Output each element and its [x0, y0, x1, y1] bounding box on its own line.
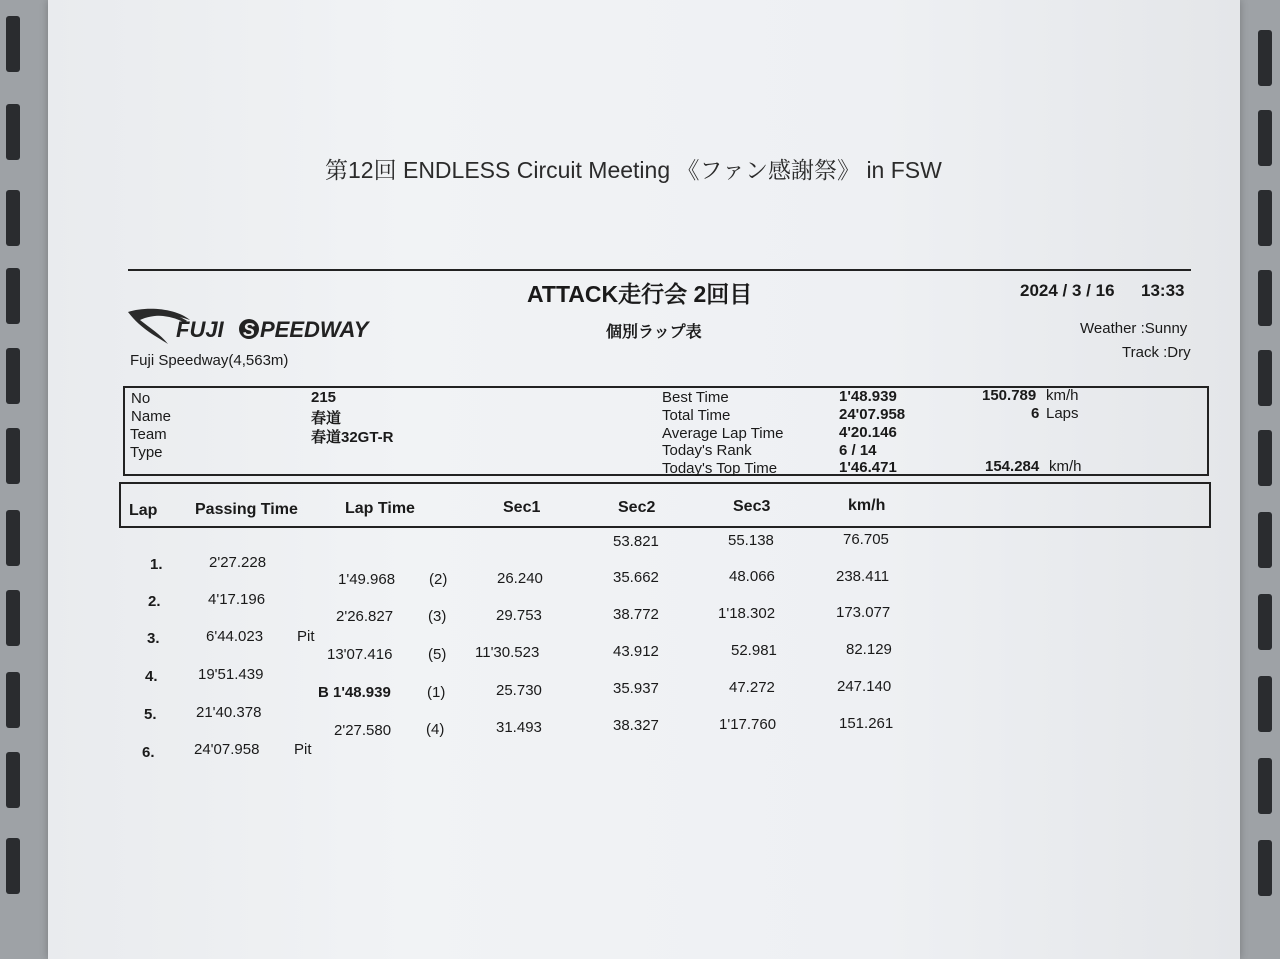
- top-speed-unit: km/h: [1049, 458, 1082, 475]
- crate-bar: [1258, 270, 1272, 326]
- crate-bar: [6, 16, 20, 72]
- pit-marker: Pit: [294, 741, 312, 758]
- session-title: ATTACK走行会 2回目: [527, 281, 753, 307]
- kmh-value: 76.705: [843, 531, 889, 548]
- col-passing-time: Passing Time: [195, 501, 298, 518]
- best-speed-unit: km/h: [1046, 387, 1079, 404]
- sec2-value: 35.937: [613, 680, 659, 697]
- lap-count-unit: Laps: [1046, 405, 1079, 422]
- circuit-name: Fuji Speedway(4,563m): [130, 352, 289, 369]
- avg-lap-label: Average Lap Time: [662, 425, 784, 442]
- type-label: Type: [130, 444, 163, 461]
- driver-name: 春道: [311, 410, 342, 427]
- sec2-value: 53.821: [613, 533, 659, 550]
- avg-lap-time: 4'20.146: [839, 424, 897, 441]
- lap-time-value: 2'26.827: [336, 608, 394, 625]
- crate-bar: [6, 590, 20, 646]
- team-label: Team: [130, 426, 167, 443]
- crate-bar: [1258, 350, 1272, 406]
- lap-number: 4.: [145, 668, 158, 685]
- crate-bar: [1258, 758, 1272, 814]
- crate-bar: [6, 428, 20, 484]
- top-speed: 154.284: [985, 458, 1040, 475]
- passing-time: 21'40.378: [196, 704, 262, 721]
- lap-time-value: 2'27.580: [334, 722, 392, 739]
- name-label: Name: [131, 408, 172, 425]
- sec1-value: 31.493: [496, 719, 542, 736]
- sec1-value: 11'30.523: [475, 644, 540, 661]
- sec1-value: 29.753: [496, 607, 542, 624]
- print-date: 2024 / 3 / 16: [1020, 281, 1115, 300]
- event-title: 第12回 ENDLESS Circuit Meeting 《ファン感謝祭》 in FSW: [325, 157, 942, 183]
- svg-text:FUJI: FUJI: [176, 317, 224, 342]
- header-rule: [128, 269, 1191, 271]
- best-time: 1'48.939: [839, 388, 897, 405]
- passing-time: 19'51.439: [198, 666, 264, 683]
- col-lap-time: Lap Time: [345, 500, 415, 517]
- pit-marker: Pit: [297, 628, 315, 645]
- crate-bar: [6, 190, 20, 246]
- car-number: 215: [311, 389, 337, 406]
- sec3-value: 48.066: [729, 568, 775, 585]
- crate-bar: [6, 104, 20, 160]
- track-condition: Track :Dry: [1122, 344, 1191, 361]
- no-label: No: [131, 390, 151, 407]
- col-sec2: Sec2: [618, 499, 656, 516]
- passing-time: 2'27.228: [209, 554, 267, 571]
- sheet-subtitle: 個別ラップ表: [606, 324, 702, 341]
- passing-time: 6'44.023: [206, 628, 264, 645]
- best-speed: 150.789: [982, 387, 1037, 404]
- crate-bar: [6, 348, 20, 404]
- crate-bar: [1258, 30, 1272, 86]
- crate-bar: [1258, 676, 1272, 732]
- sec3-value: 55.138: [728, 532, 774, 549]
- lap-rank: (1): [427, 684, 446, 701]
- team-name: 春道32GT-R: [311, 429, 394, 446]
- passing-time: 24'07.958: [194, 741, 260, 758]
- weather: Weather :Sunny: [1080, 320, 1188, 337]
- lap-time-value: 1'49.968: [338, 571, 396, 588]
- crate-bar: [1258, 840, 1272, 896]
- lap-number: 1.: [150, 556, 163, 573]
- sec3-value: 52.981: [731, 642, 777, 659]
- kmh-value: 238.411: [836, 568, 890, 585]
- sec1-value: 25.730: [496, 682, 542, 699]
- sec3-value: 1'18.302: [718, 605, 776, 622]
- lap-count: 6: [1031, 405, 1040, 422]
- top-time-label: Today's Top Time: [662, 460, 778, 477]
- sec2-value: 43.912: [613, 643, 659, 660]
- crate-bar: [6, 268, 20, 324]
- sec2-value: 38.772: [613, 606, 659, 623]
- kmh-value: 151.261: [839, 715, 894, 732]
- col-sec3: Sec3: [733, 498, 771, 515]
- lap-rank: (5): [428, 646, 447, 663]
- svg-text:PEEDWAY: PEEDWAY: [260, 317, 369, 342]
- lap-number: 6.: [142, 744, 155, 761]
- col-sec1: Sec1: [503, 499, 541, 516]
- crate-bar: [6, 752, 20, 808]
- crate-bar: [6, 672, 20, 728]
- crate-bar: [6, 838, 20, 894]
- col-kmh: km/h: [848, 497, 886, 514]
- sec1-value: 26.240: [497, 570, 543, 587]
- total-time-label: Total Time: [662, 407, 731, 424]
- lap-rank: (4): [426, 721, 445, 738]
- best-time-label: Best Time: [662, 389, 729, 406]
- lap-sheet-paper: [48, 0, 1240, 959]
- fuji-speedway-logo: [126, 304, 418, 348]
- sec3-value: 1'17.760: [719, 716, 777, 733]
- rank-label: Today's Rank: [662, 442, 752, 459]
- crate-bar: [1258, 110, 1272, 166]
- passing-time: 4'17.196: [208, 591, 266, 608]
- lap-number: 2.: [148, 593, 161, 610]
- crate-bar: [6, 510, 20, 566]
- crate-bar: [1258, 190, 1272, 246]
- kmh-value: 173.077: [836, 604, 891, 621]
- crate-bar: [1258, 594, 1272, 650]
- svg-text:S: S: [243, 320, 256, 340]
- sec3-value: 47.272: [729, 679, 775, 696]
- kmh-value: 247.140: [837, 678, 892, 695]
- total-time: 24'07.958: [839, 406, 906, 423]
- best-lap-time-value: B 1'48.939: [318, 684, 391, 701]
- lap-rank: (2): [429, 571, 448, 588]
- top-time: 1'46.471: [839, 459, 897, 476]
- lap-number: 3.: [147, 630, 160, 647]
- sec2-value: 38.327: [613, 717, 659, 734]
- sec2-value: 35.662: [613, 569, 659, 586]
- lap-time-value: 13'07.416: [327, 646, 393, 663]
- todays-rank: 6 / 14: [839, 442, 877, 459]
- lap-rank: (3): [428, 608, 447, 625]
- lap-number: 5.: [144, 706, 157, 723]
- print-time: 13:33: [1141, 281, 1185, 300]
- crate-bar: [1258, 512, 1272, 568]
- kmh-value: 82.129: [846, 641, 892, 658]
- col-lap: Lap: [129, 502, 158, 519]
- crate-bar: [1258, 430, 1272, 486]
